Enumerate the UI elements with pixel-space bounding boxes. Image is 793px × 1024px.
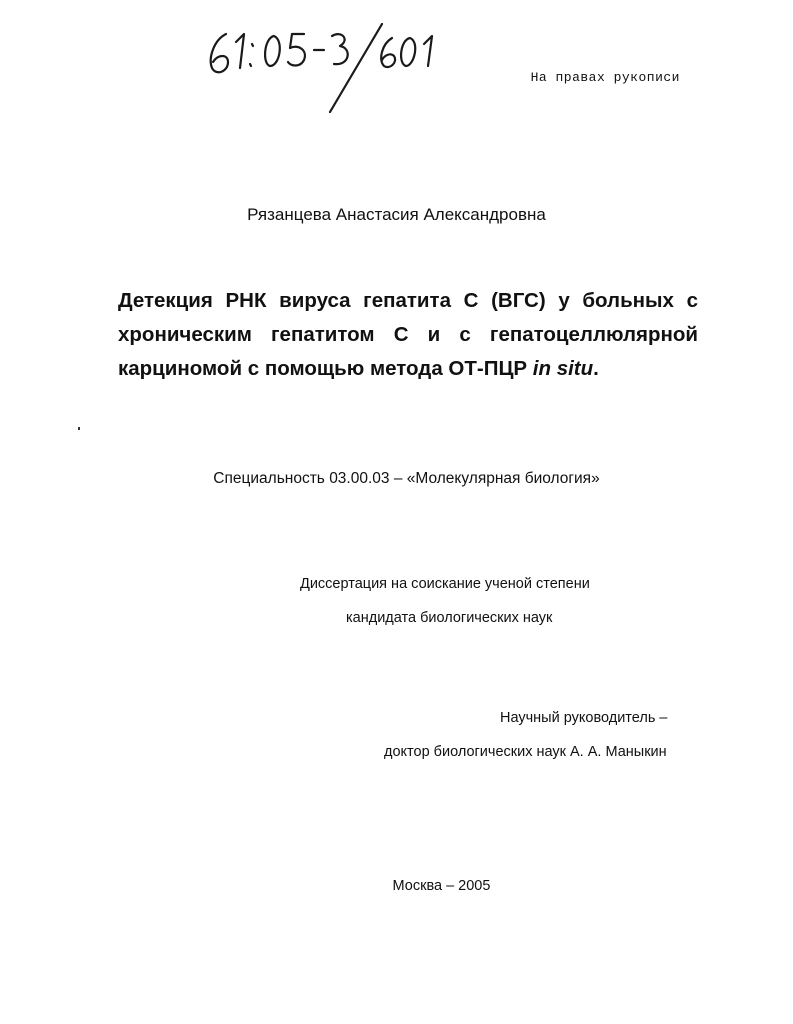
rights-notice: На правах рукописи xyxy=(530,70,680,85)
title-line-3 xyxy=(118,352,698,386)
specialty: Специальность 03.00.03 – «Молекулярная биология» xyxy=(213,470,600,487)
title-line-2: хроническим гепатитом С и с гепатоцеллюлярной xyxy=(118,323,698,346)
scan-speck xyxy=(78,427,80,430)
dissertation-title xyxy=(118,284,698,386)
title-line-3-italic: in situ xyxy=(532,357,594,380)
dissertation-line-1: Диссертация на соискание ученой степени xyxy=(300,576,590,592)
title-line-3-prefix: карциномой с помощью метода ОТ-ПЦР xyxy=(118,357,533,380)
supervisor-name: доктор биологических наук А. А. Маныкин xyxy=(384,744,667,760)
title-line-3-suffix: . xyxy=(593,357,599,380)
supervisor-label: Научный руководитель – xyxy=(500,710,668,726)
dissertation-line-2: кандидата биологических наук xyxy=(346,610,553,626)
handwritten-archive-mark xyxy=(200,20,460,115)
title-line-1: Детекция РНК вируса гепатита С (ВГС) у больных с xyxy=(118,289,698,312)
handwritten-mark-drawing xyxy=(200,20,460,115)
author-name: Рязанцева Анастасия Александровна xyxy=(247,205,546,224)
place-and-year: Москва – 2005 xyxy=(392,878,491,894)
